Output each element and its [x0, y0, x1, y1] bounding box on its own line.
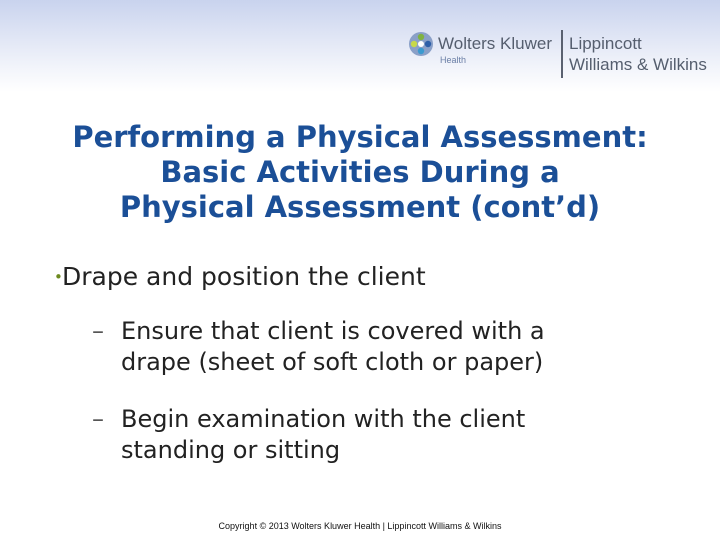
imprint-line-2: Williams & Wilkins	[569, 55, 707, 74]
sub-bullet-marker: –	[92, 405, 104, 433]
sub-bullet-text	[121, 404, 525, 466]
brand-division: Health	[440, 55, 467, 65]
sub-bullet-text	[121, 316, 545, 378]
sub-bullet-line: standing or sitting	[121, 436, 341, 464]
title-line: Performing a Physical Assessment:	[72, 120, 648, 154]
sub-bullet-line: Ensure that client is covered with a	[121, 317, 545, 345]
bullet-item	[54, 262, 426, 291]
copyright-footer: Copyright © 2013 Wolters Kluwer Health | Lippincott Williams & Wilkins	[218, 521, 502, 531]
bullet-marker: •	[54, 268, 63, 286]
sub-bullet-marker: –	[92, 317, 104, 345]
sub-bullet-line: drape (sheet of soft cloth or paper)	[121, 348, 544, 376]
slide-title	[20, 120, 700, 225]
logo-divider	[561, 30, 563, 78]
title-line: Basic Activities During a	[160, 155, 560, 189]
title-line: Physical Assessment (cont’d)	[119, 190, 601, 224]
sub-bullet-line: Begin examination with the client	[121, 405, 526, 433]
imprint-line-1: Lippincott	[569, 34, 642, 53]
bullet-text: Drape and position the client	[62, 262, 426, 291]
brand-name: Wolters Kluwer	[438, 34, 552, 53]
wolters-kluwer-globe-icon	[408, 31, 434, 57]
